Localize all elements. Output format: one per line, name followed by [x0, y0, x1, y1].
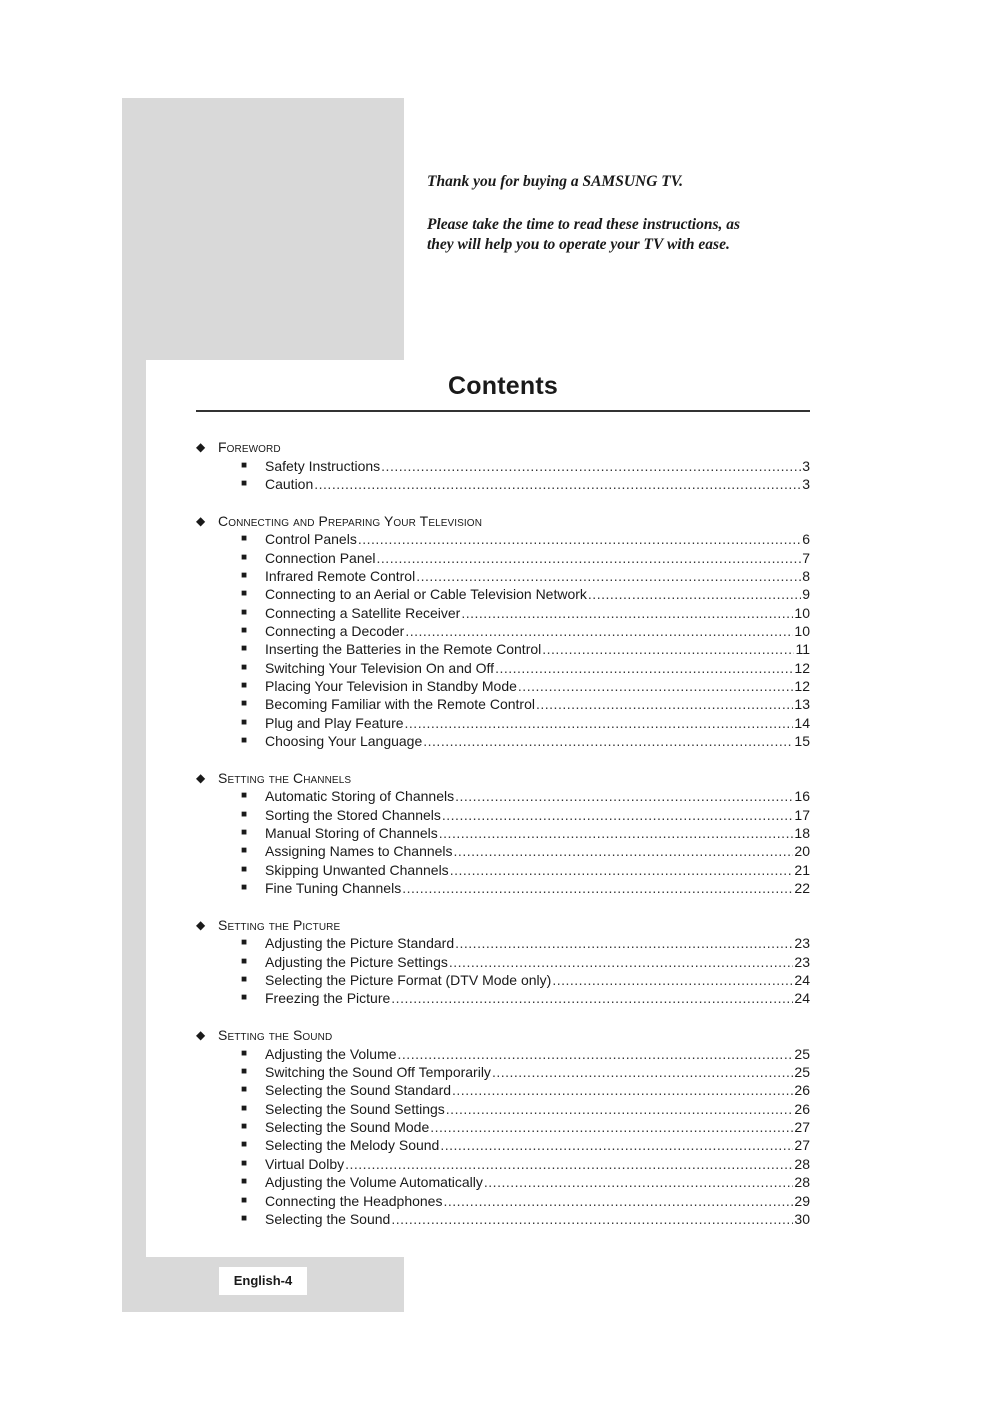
square-bullet-icon: ■ [241, 624, 248, 636]
toc-entry-label: Connecting to an Aerial or Cable Television Network [265, 586, 587, 603]
dot-leader [381, 457, 801, 475]
toc-entry-page: 12 [794, 677, 810, 694]
toc-section [196, 438, 810, 493]
toc-entry[interactable] [196, 549, 810, 567]
grey-panel-top [122, 98, 404, 360]
square-bullet-icon: ■ [241, 1102, 248, 1114]
intro-text [427, 172, 747, 255]
square-bullet-icon: ■ [241, 716, 248, 728]
toc-entry-label: Manual Storing of Channels [265, 825, 438, 841]
diamond-bullet-icon: ◆ [196, 440, 206, 454]
dot-leader [446, 1100, 794, 1118]
toc-entry[interactable] [196, 622, 810, 640]
toc-entry[interactable] [196, 530, 810, 548]
toc-entry-label: Control Panels [265, 531, 357, 548]
dot-leader [345, 1155, 793, 1173]
square-bullet-icon: ■ [241, 698, 248, 710]
square-bullet-icon: ■ [241, 1139, 248, 1151]
toc-section-heading[interactable] [196, 916, 810, 935]
toc-section-title: Setting the Channels [218, 769, 352, 786]
dot-leader [423, 732, 793, 750]
square-bullet-icon: ■ [241, 1176, 248, 1188]
toc-section [196, 1026, 810, 1228]
toc-entry-label: Connecting the Headphones [265, 1192, 443, 1209]
toc-entry-label: Placing Your Television in Standby Mode [265, 677, 517, 694]
square-bullet-icon: ■ [241, 661, 248, 673]
toc-section-heading[interactable] [196, 1026, 810, 1045]
toc-entry-page: 9 [802, 586, 810, 603]
toc-entry-page: 26 [794, 1100, 810, 1117]
toc-entry-label: Selecting the Melody Sound [265, 1137, 440, 1154]
toc-entry[interactable] [196, 585, 810, 603]
toc-entry[interactable] [196, 989, 810, 1007]
dot-leader [450, 861, 794, 879]
dot-leader [452, 1081, 793, 1099]
dot-leader [536, 695, 793, 713]
toc-entry-label: Sorting the Stored Channels [265, 806, 441, 823]
toc-entry-page: 27 [794, 1119, 810, 1136]
toc-entry[interactable] [196, 971, 810, 989]
dot-leader [454, 842, 794, 860]
intro-thanks: Thank you for buying a SAMSUNG TV. [427, 173, 683, 190]
square-bullet-icon: ■ [241, 827, 248, 838]
toc-section [196, 916, 810, 1008]
diamond-bullet-icon: ◆ [196, 513, 206, 528]
toc-entry[interactable] [196, 1192, 810, 1210]
square-bullet-icon: ■ [241, 1212, 248, 1224]
toc-entry-label: Safety Instructions [265, 457, 381, 474]
dot-leader [358, 530, 801, 548]
toc-entry[interactable] [196, 934, 810, 952]
toc-entry[interactable] [196, 714, 810, 732]
dot-leader [542, 640, 794, 658]
dot-leader [492, 1063, 793, 1081]
square-bullet-icon: ■ [241, 937, 248, 949]
dot-leader [443, 1192, 793, 1210]
dot-leader [391, 989, 793, 1007]
toc-entry[interactable] [196, 806, 810, 824]
toc-entry-page: 8 [802, 567, 810, 584]
page-title: Contents [448, 372, 558, 400]
toc-entry-label: Connecting a Decoder [265, 622, 405, 639]
square-bullet-icon: ■ [241, 533, 248, 545]
toc-entry-label: Connection Panel [265, 549, 376, 566]
toc-entry-page: 24 [794, 990, 810, 1007]
square-bullet-icon: ■ [241, 808, 248, 820]
toc-entry[interactable] [196, 842, 810, 860]
toc-entry[interactable] [196, 879, 810, 897]
toc-entry[interactable] [196, 475, 810, 493]
toc-section [196, 512, 810, 751]
toc-section [196, 769, 810, 898]
toc-entry-label: Assigning Names to Channels [265, 843, 453, 860]
toc-entry[interactable] [196, 457, 810, 475]
diamond-bullet-icon: ◆ [196, 1028, 206, 1043]
toc-entry[interactable] [196, 695, 810, 713]
toc-entry-page: 7 [802, 549, 810, 566]
toc-entry-label: Selecting the Picture Format (DTV Mode only) [265, 972, 552, 989]
dot-leader [518, 677, 794, 695]
dot-leader [440, 1136, 793, 1154]
toc-entry-label: Becoming Familiar with the Remote Control [265, 696, 535, 713]
dot-leader [439, 824, 794, 842]
toc-entry[interactable] [196, 1100, 810, 1118]
toc-entry-label: Adjusting the Picture Standard [265, 935, 455, 952]
toc-entry-page: 3 [802, 475, 810, 492]
dot-leader [552, 971, 793, 989]
dot-leader [391, 1210, 793, 1228]
toc-entry-page: 3 [802, 457, 810, 474]
toc-entry[interactable] [196, 640, 810, 658]
toc-entry[interactable] [196, 677, 810, 695]
toc-entry-label: Connecting a Satellite Receiver [265, 604, 461, 621]
toc-entry-page: 28 [794, 1174, 810, 1191]
toc-entry-page: 17 [794, 806, 810, 823]
toc-section-title: Setting the Picture [218, 916, 341, 933]
toc-entry-label: Inserting the Batteries in the Remote Control [265, 641, 542, 658]
toc-entry-page: 16 [794, 788, 810, 805]
toc-entry-label: Selecting the Sound Mode [265, 1119, 430, 1136]
toc-section-title: Foreword [218, 439, 281, 455]
toc-entry-label: Selecting the Sound Settings [265, 1100, 445, 1117]
toc-entry[interactable] [196, 787, 810, 805]
toc-entry-page: 23 [794, 953, 810, 970]
dot-leader [430, 1118, 793, 1136]
square-bullet-icon: ■ [241, 955, 248, 967]
toc-entry-page: 22 [794, 880, 810, 897]
dot-leader [461, 604, 793, 622]
toc-entry-page: 21 [794, 861, 810, 878]
toc-entry[interactable] [196, 1155, 810, 1173]
toc-entry-page: 14 [794, 714, 810, 731]
dot-leader [405, 622, 793, 640]
toc-entry-label: Freezing the Picture [265, 990, 391, 1007]
square-bullet-icon: ■ [241, 643, 248, 655]
toc-entry-label: Plug and Play Feature [265, 714, 404, 731]
diamond-bullet-icon: ◆ [196, 917, 206, 932]
toc-entry[interactable] [196, 1210, 810, 1228]
dot-leader [442, 806, 794, 824]
toc-entry[interactable] [196, 953, 810, 971]
square-bullet-icon: ■ [241, 1084, 248, 1096]
dot-leader [588, 585, 801, 603]
toc-entry[interactable] [196, 567, 810, 585]
toc-section-heading[interactable] [196, 438, 810, 457]
toc-entry-label: Selecting the Sound [265, 1210, 391, 1227]
square-bullet-icon: ■ [241, 790, 248, 802]
toc-entry-label: Caution [265, 475, 314, 492]
toc-entry-page: 24 [794, 972, 810, 989]
toc-entry-page: 10 [794, 604, 810, 621]
square-bullet-icon: ■ [241, 551, 248, 563]
toc-entry-label: Automatic Storing of Channels [265, 788, 455, 805]
toc-entry-label: Switching the Sound Off Temporarily [265, 1064, 491, 1081]
toc-entry-page: 26 [794, 1082, 810, 1099]
square-bullet-icon: ■ [241, 845, 248, 857]
toc-section-heading[interactable] [196, 512, 810, 531]
square-bullet-icon: ■ [241, 606, 248, 618]
square-bullet-icon: ■ [241, 863, 248, 875]
toc-entry-label: Adjusting the Volume [265, 1045, 397, 1062]
toc-entry-label: Virtual Dolby [265, 1155, 345, 1172]
square-bullet-icon: ■ [241, 992, 248, 1004]
toc-entry-page: 18 [794, 825, 810, 841]
dot-leader [314, 475, 801, 493]
square-bullet-icon: ■ [241, 459, 248, 471]
dot-leader [449, 953, 794, 971]
toc-entry-page: 15 [794, 732, 810, 749]
square-bullet-icon: ■ [241, 477, 248, 489]
page-number-label: English-4 [219, 1267, 307, 1295]
intro-instructions: Please take the time to read these instructions, as they will help you to operate your TV with ease. [427, 216, 741, 253]
toc-entry-label: Adjusting the Volume Automatically [265, 1174, 483, 1191]
square-bullet-icon: ■ [241, 569, 248, 581]
toc-entry-label: Switching Your Television On and Off [265, 659, 495, 676]
toc-entry-page: 29 [794, 1192, 810, 1209]
toc-entry-page: 10 [794, 622, 810, 639]
toc-entry[interactable] [196, 732, 810, 750]
square-bullet-icon: ■ [241, 974, 248, 986]
toc-entry-page: 27 [794, 1137, 810, 1154]
toc-entry-page: 30 [794, 1210, 810, 1227]
square-bullet-icon: ■ [241, 588, 248, 600]
dot-leader [402, 879, 793, 897]
toc-entry-label: Skipping Unwanted Channels [265, 861, 449, 878]
toc-entry-label: Adjusting the Picture Settings [265, 953, 448, 970]
toc-entry[interactable] [196, 1045, 810, 1063]
dot-leader [455, 934, 793, 952]
toc-entry[interactable] [196, 1063, 810, 1081]
dot-leader [484, 1173, 794, 1191]
grey-panel-left [122, 360, 146, 1312]
dot-leader [405, 714, 794, 732]
toc-entry[interactable] [196, 1136, 810, 1154]
square-bullet-icon: ■ [241, 679, 248, 691]
dot-leader [416, 567, 801, 585]
toc-entry-label: Infrared Remote Control [265, 567, 416, 584]
toc-entry-page: 25 [794, 1045, 810, 1062]
toc-entry-page: 11 [795, 641, 810, 658]
toc-entry-page: 12 [794, 659, 810, 676]
toc-entry-page: 6 [802, 531, 810, 548]
toc-entry-page: 23 [794, 935, 810, 952]
toc-entry[interactable] [196, 604, 810, 622]
toc-entry-label: Selecting the Sound Standard [265, 1082, 452, 1099]
toc-entry-page: 13 [794, 696, 810, 713]
toc-section-heading[interactable] [196, 769, 810, 788]
toc-section-title: Connecting and Preparing Your Television [218, 512, 483, 529]
toc-entry[interactable] [196, 1173, 810, 1191]
diamond-bullet-icon: ◆ [196, 770, 206, 785]
toc-entry-label: Choosing Your Language [265, 732, 423, 749]
dot-leader [377, 549, 802, 567]
toc-entry[interactable] [196, 1118, 810, 1136]
square-bullet-icon: ■ [241, 734, 248, 746]
toc-entry-page: 28 [794, 1155, 810, 1172]
toc-entry[interactable] [196, 659, 810, 677]
toc-entry[interactable] [196, 1081, 810, 1099]
table-of-contents [196, 438, 810, 1247]
square-bullet-icon: ■ [241, 1194, 248, 1206]
dot-leader [398, 1045, 794, 1063]
toc-entry-page: 20 [794, 843, 810, 860]
square-bullet-icon: ■ [241, 882, 248, 894]
square-bullet-icon: ■ [241, 1121, 248, 1133]
toc-entry-label: Fine Tuning Channels [265, 880, 402, 897]
toc-entry[interactable] [196, 824, 810, 842]
title-divider [196, 410, 810, 412]
dot-leader [455, 787, 793, 805]
toc-section-title: Setting the Sound [218, 1027, 333, 1044]
dot-leader [495, 659, 793, 677]
toc-entry[interactable] [196, 861, 810, 879]
square-bullet-icon: ■ [241, 1066, 248, 1078]
toc-entry-page: 25 [794, 1064, 810, 1081]
square-bullet-icon: ■ [241, 1157, 248, 1169]
square-bullet-icon: ■ [241, 1047, 248, 1059]
